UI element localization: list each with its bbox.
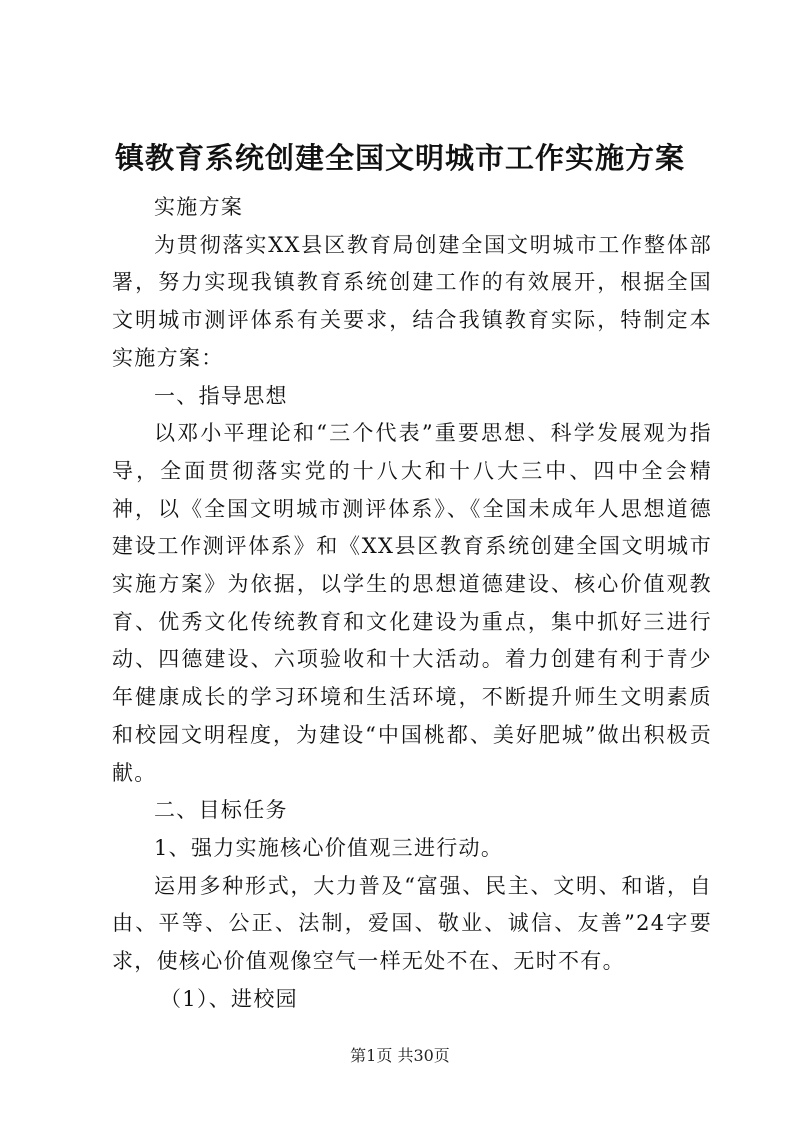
- page-footer: 第1页 共30页: [350, 1046, 450, 1065]
- heading-goals-tasks: 二、目标任务: [154, 798, 288, 823]
- guiding-ideology-paragraph: 以邓小平理论和“三个代表”重要思想、科学发展观为指导，全面贯彻落实党的十八大和十八大三中、四中全会精神，以《全国文明城市测评体系》、《全国未成年人思想道德建设工作测评体系》和《XX县区教育系统创建全国文明城市实施方案》为依据，以学生的思想道德建设、核心价值观教育、优秀文化传统教育和文化建设为重点，集中抓好三进行动、四德建设、六项验收和十大活动。着力创建有利于青少年健康成长的学习环境和生活环境，不断提升师生文明素质和校园文明程度，为建设“中国桃都、美好肥城”做出积极贡献。: [112, 421, 712, 785]
- core-values-paragraph: 运用多种形式，大力普及“富强、民主、文明、和谐，自由、平等、公正、法制，爱国、敬业、诚信、友善”24字要求，使核心价值观像空气一样无处不在、无时不有。: [112, 873, 712, 974]
- document-title: 镇教育系统创建全国文明城市工作实施方案: [114, 141, 685, 175]
- heading-guiding-ideology: 一、指导思想: [154, 383, 288, 408]
- intro-paragraph: 为贯彻落实XX县区教育局创建全国文明城市工作整体部署，努力实现我镇教育系统创建工作的有效展开，根据全国文明城市测评体系有关要求，结合我镇教育实际，特制定本实施方案：: [112, 232, 712, 370]
- sub-item-into-campus: （1）、进校园: [160, 986, 298, 1011]
- section-label-plan: 实施方案: [154, 195, 244, 219]
- task-item-1: 1、强力实施核心价值观三进行动。: [154, 835, 504, 860]
- document-body: [112, 189, 712, 1018]
